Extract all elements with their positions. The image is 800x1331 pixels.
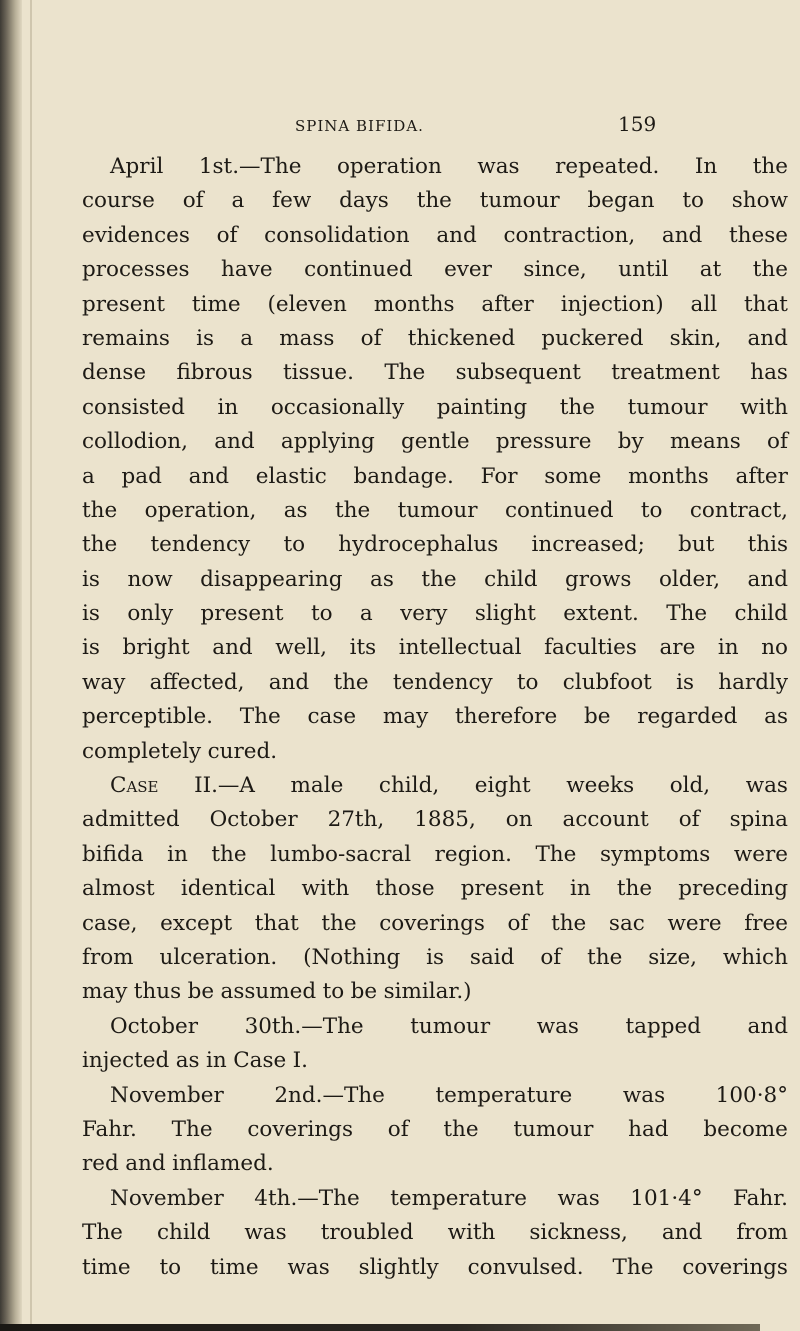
text-line: case, except that the coverings of the sac were free xyxy=(82,910,788,936)
text-line: consisted in occasionally painting the tumour with xyxy=(82,394,788,420)
text-line: The child was troubled with sickness, and from xyxy=(82,1220,788,1246)
text-line: injected as in Case I. xyxy=(82,1048,308,1074)
text-line: April 1st.—The operation was repeated. In the xyxy=(110,154,788,179)
page-edge-line xyxy=(30,0,32,1331)
text-line: from ulceration. (Nothing is said of the size, which xyxy=(82,944,788,970)
text-line: red and inflamed. xyxy=(82,1151,274,1177)
text-line: is only present to a very slight extent. The child xyxy=(82,601,788,627)
text-line: a pad and elastic bandage. For some months after xyxy=(82,463,788,489)
text-line: collodion, and applying gentle pressure by means of xyxy=(82,429,788,455)
text-line: processes have continued ever since, until at the xyxy=(82,257,788,283)
page-number: 159 xyxy=(618,112,657,136)
text-line: Fahr. The coverings of the tumour had become xyxy=(82,1116,788,1142)
text-line: perceptible. The case may therefore be regarded as xyxy=(82,704,788,730)
text-line: is now disappearing as the child grows older, and xyxy=(82,566,788,592)
text-line: way affected, and the tendency to clubfoot is hardly xyxy=(82,669,788,695)
text-line: bifida in the lumbo-sacral region. The symptoms were xyxy=(82,841,788,867)
text-line: may thus be assumed to be similar.) xyxy=(82,979,472,1005)
text-line: present time (eleven months after injection) all that xyxy=(82,291,788,317)
text-line: dense fibrous tissue. The subsequent treatment has xyxy=(82,360,788,386)
page-header xyxy=(0,112,800,142)
text-line: almost identical with those present in the preceding xyxy=(82,876,788,902)
binding-gutter-shadow xyxy=(0,0,22,1331)
text-line: Case II.—A male child, eight weeks old, was xyxy=(110,773,788,799)
text-line: November 4th.—The temperature was 101·4° Fahr. xyxy=(110,1185,788,1211)
text-line: November 2nd.—The temperature was 100·8° xyxy=(110,1082,788,1108)
text-line: October 30th.—The tumour was tapped and xyxy=(110,1013,788,1039)
text-line: time to time was slightly convulsed. The coverings xyxy=(82,1254,788,1280)
running-head: SPINA BIFIDA. xyxy=(295,117,424,135)
text-line: evidences of consolidation and contraction, and these xyxy=(82,222,788,248)
text-line: is bright and well, its intellectual faculties are in no xyxy=(82,635,788,661)
text-line: admitted October 27th, 1885, on account of spina xyxy=(82,807,788,833)
text-line: remains is a mass of thickened puckered skin, and xyxy=(82,325,788,351)
text-line: completely cured. xyxy=(82,738,278,764)
body-text xyxy=(82,150,788,1285)
bottom-edge-rule xyxy=(0,1324,760,1331)
text-line: the operation, as the tumour continued to contract, xyxy=(82,497,788,523)
text-line: course of a few days the tumour began to show xyxy=(82,188,788,214)
text-line: the tendency to hydrocephalus increased; but this xyxy=(82,532,788,558)
